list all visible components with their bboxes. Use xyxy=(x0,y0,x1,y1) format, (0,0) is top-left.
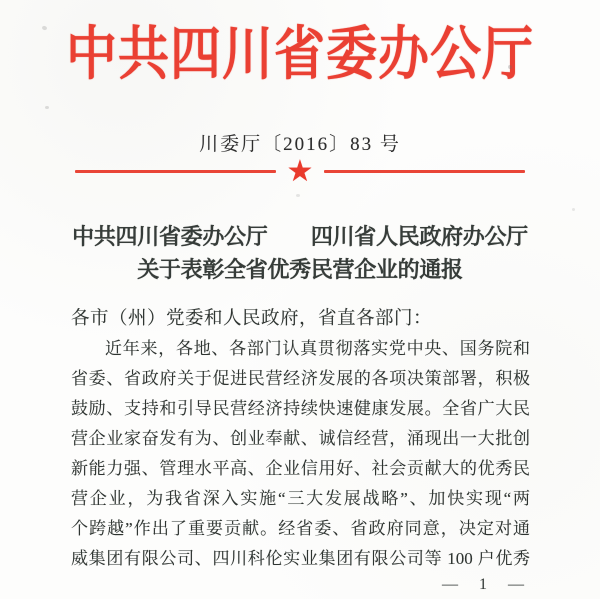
document-title-line2: 关于表彰全省优秀民营企业的通报 xyxy=(137,257,463,282)
page-number: — 1 — xyxy=(442,576,528,593)
red-line-right xyxy=(324,170,525,173)
body-paragraph xyxy=(71,334,530,574)
body-line: 个跨越”作出了重要贡献。经省委、省政府同意，决定对通 xyxy=(71,519,530,538)
body-line: 新能力强、管理水平高、企业信用好、社会贡献大的优秀民 xyxy=(71,459,530,478)
scan-speck xyxy=(45,106,49,109)
body-line: 威集团有限公司、四川科伦实业集团有限公司等 100 户优秀 xyxy=(71,549,530,568)
body-line: 鼓励、支持和引导民营经济持续快速健康发展。全省广大民 xyxy=(71,399,530,418)
document-title-line1: 中共四川省委办公厅 四川省人民政府办公厅 xyxy=(72,224,528,249)
scan-speck xyxy=(296,194,300,197)
body-line: 营企业家奋发有为、创业奉献、诚信经营，涌现出一大批创 xyxy=(71,429,530,448)
body-line: 近年来，各地、各部门认真贯彻落实党中央、国务院和 xyxy=(105,339,530,358)
red-divider xyxy=(75,156,525,187)
document-number: 川委厅〔2016〕83 号 xyxy=(199,134,401,155)
red-star-icon: ★ xyxy=(286,155,314,188)
scan-speck xyxy=(572,208,575,211)
salutation: 各市（州）党委和人民政府，省直各部门： xyxy=(71,309,433,329)
body-line: 省委、省政府关于促进民营经济发展的各项决策部署，积极 xyxy=(71,369,530,388)
body-line: 营企业，为我省深入实施“三大发展战略”、加快实现“两 xyxy=(71,489,530,508)
scan-speck xyxy=(508,65,512,69)
letterhead-title: 中共四川省委办公厅 xyxy=(65,23,534,88)
document-title xyxy=(0,220,600,286)
red-line-left xyxy=(75,170,276,173)
